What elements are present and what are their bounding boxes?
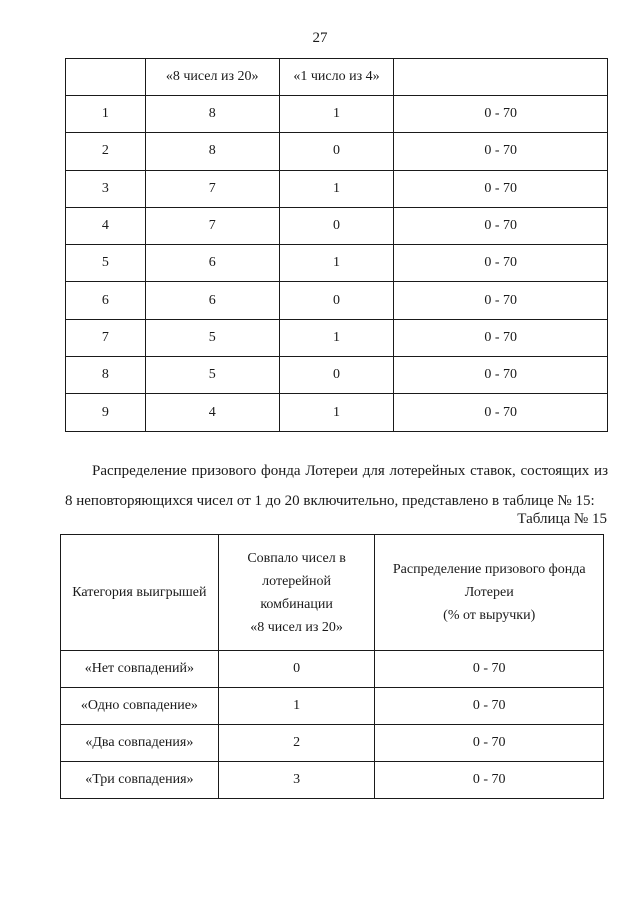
table-cell: 0 - 70 (394, 170, 608, 207)
header-cell (394, 59, 608, 96)
table-row (61, 762, 604, 799)
table-row (66, 245, 608, 282)
header-cell (66, 59, 146, 96)
page-number: 27 (312, 30, 328, 46)
table-cell: 0 (279, 133, 394, 170)
table-cell: 6 (145, 282, 279, 319)
table-row (66, 207, 608, 244)
table-cell: 1 (279, 170, 394, 207)
table-cell: 0 - 70 (375, 651, 604, 688)
table-cell: «Два совпадения» (61, 725, 219, 762)
table-cell: 7 (66, 319, 146, 356)
table-cell: 7 (145, 170, 279, 207)
table-cell: 0 (279, 357, 394, 394)
table-cell: 8 (145, 133, 279, 170)
table-cell: 2 (66, 133, 146, 170)
header-cell-distribution (375, 535, 604, 651)
header-cell: «8 чисел из 20» (145, 59, 279, 96)
table-cell: 1 (279, 245, 394, 282)
table-cell: «Одно совпадение» (61, 688, 219, 725)
table-row (61, 688, 604, 725)
table-row (66, 133, 608, 170)
table-cell: 5 (145, 319, 279, 356)
table-cell: 0 - 70 (394, 319, 608, 356)
table-cell: 0 - 70 (394, 282, 608, 319)
table-row (66, 357, 608, 394)
table-header-row (66, 59, 608, 96)
table-row (66, 319, 608, 356)
header-cell-category: Категория выигрышей (61, 535, 219, 651)
table-row (61, 651, 604, 688)
winning-combinations-table (65, 58, 608, 432)
header-line: «8 чисел из 20» (250, 619, 343, 635)
table-cell: 5 (145, 357, 279, 394)
table-cell: 4 (66, 207, 146, 244)
table-cell: 0 - 70 (394, 245, 608, 282)
table-cell: 0 - 70 (394, 96, 608, 133)
table-caption: Таблица № 15 (517, 511, 607, 527)
table-cell: 0 - 70 (394, 394, 608, 431)
table-row (66, 282, 608, 319)
table-cell: 0 - 70 (375, 688, 604, 725)
table-cell: 0 - 70 (375, 725, 604, 762)
table-cell: 1 (279, 319, 394, 356)
header-line: Распределение призового фонда (392, 562, 586, 577)
prize-fund-distribution-table (60, 534, 604, 799)
header-line: (% от выручки) (443, 608, 536, 623)
table-cell: 0 - 70 (375, 762, 604, 799)
table-cell: 3 (218, 762, 375, 799)
table-cell: «Три совпадения» (61, 762, 219, 799)
table-cell: 2 (218, 725, 375, 762)
header-line: Совпало чисел в (247, 550, 346, 566)
table-row (61, 725, 604, 762)
table-cell: 1 (279, 394, 394, 431)
table-cell: 7 (145, 207, 279, 244)
table-cell: 4 (145, 394, 279, 431)
table-row (66, 394, 608, 431)
table-cell: 9 (66, 394, 146, 431)
table-cell: 8 (145, 96, 279, 133)
table-cell: 6 (145, 245, 279, 282)
table-row (66, 96, 608, 133)
table-cell: 0 (218, 651, 375, 688)
table-cell: 0 - 70 (394, 207, 608, 244)
table-cell: 5 (66, 245, 146, 282)
table-header-row (61, 535, 604, 651)
table-cell: 1 (218, 688, 375, 725)
header-cell-matched (218, 535, 375, 651)
table-row (66, 170, 608, 207)
table-cell: «Нет совпадений» (61, 651, 219, 688)
table-cell: 0 - 70 (394, 133, 608, 170)
table-cell: 1 (66, 96, 146, 133)
header-cell: «1 число из 4» (279, 59, 394, 96)
table-cell: 0 (279, 282, 394, 319)
body-paragraph: Распределение призового фонда Лотереи для лотерейных ставок, состоящих из 8 неповторяющихся чисел от 1 до 20 включительно, представлено в таблице № 15: (65, 463, 608, 509)
table-cell: 0 (279, 207, 394, 244)
header-line: комбинации (260, 596, 333, 612)
header-line: лотерейной (262, 573, 331, 589)
table-cell: 8 (66, 357, 146, 394)
header-line: Лотереи (464, 585, 514, 600)
table-cell: 1 (279, 96, 394, 133)
table-cell: 0 - 70 (394, 357, 608, 394)
table-cell: 3 (66, 170, 146, 207)
table-cell: 6 (66, 282, 146, 319)
